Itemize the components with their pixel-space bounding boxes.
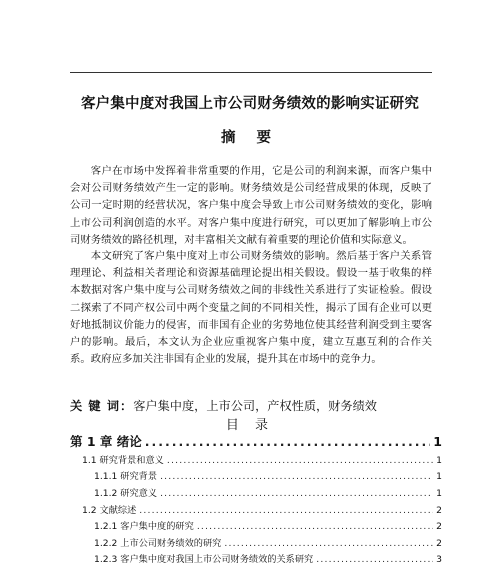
toc-leader-dots (160, 488, 433, 499)
toc-entry[interactable] (94, 485, 442, 499)
top-rule (70, 72, 432, 73)
toc-heading: 目 录 (225, 418, 275, 433)
keywords-label: 关 键 词： (70, 399, 134, 413)
toc-entry-label: 1.1.1 研究背景 (94, 471, 158, 482)
toc-entry-label: 1.2.3 客户集中度对我国上市公司财务绩效的关系研究 (94, 554, 314, 565)
toc-leader-dots (197, 521, 433, 532)
toc-leader-dots (316, 554, 433, 565)
toc-entry[interactable] (94, 468, 442, 482)
toc-entry-page: 2 (436, 538, 442, 549)
toc-leader-dots (167, 455, 433, 466)
toc-entry-page: 1 (436, 455, 442, 466)
toc-entry-label: 1.2.1 客户集中度的研究 (94, 521, 194, 532)
toc-leader-dots (139, 505, 433, 516)
toc-leader-dots (145, 434, 431, 449)
toc-entry-page: 2 (436, 505, 442, 516)
abstract-paragraph-2: 本文研究了客户集中度对上市公司财务绩效的影响。然后基于客户关系管理理论、利益相关者理论和资源基础理论提出相关假设。假设一基于收集的样本数据对客户集中度与公司财务绩效之间的非线性关系进行了实证检验。假设二探索了不同产权公司中两个变量之间的不同相关性，揭示了国有企业可以更好地抵制议价能力的侵害，而非国有企业的劣势地位使其经营利润受到主要客户的影响。最后，本文认为企业应重视客户集中度，建立互惠互利的合作关系。政府应多加关注非国有企业的发展，提升其在市场中的竞争力。 (70, 250, 432, 366)
toc-leader-dots (160, 471, 433, 482)
paper-title: 客户集中度对我国上市公司财务绩效的影响实证研究 (80, 96, 420, 112)
toc-entry-label: 1.1.2 研究意义 (94, 488, 158, 499)
toc-entry[interactable] (70, 432, 442, 450)
toc-entry-page: 1 (433, 434, 442, 449)
toc-leader-dots (224, 538, 433, 549)
toc-entry[interactable] (94, 535, 442, 549)
toc-entry-label: 第 1 章 绪论 (70, 434, 142, 449)
toc-entry[interactable] (82, 502, 442, 516)
toc-entry[interactable] (94, 551, 442, 565)
abstract-heading: 摘 要 (220, 130, 280, 146)
toc-entry-label: 1.2.2 上市公司财务绩效的研究 (94, 538, 222, 549)
keywords-text: 客户集中度，上市公司，产权性质，财务绩效 (133, 399, 377, 413)
toc-entry-page: 1 (436, 471, 442, 482)
toc-entry[interactable] (94, 518, 442, 532)
toc-entry-page: 2 (436, 521, 442, 532)
toc-entry[interactable] (82, 452, 442, 466)
toc-entry-label: 1.1 研究背景和意义 (82, 455, 164, 466)
keywords (70, 397, 432, 414)
toc-entry-label: 1.2 文献综述 (82, 505, 137, 516)
abstract-paragraph-1: 客户在市场中发挥着非常重要的作用，它是公司的利润来源，而客户集中会对公司财务绩效产生一定的影响。财务绩效是公司经营成果的体现，反映了公司一定时期的经营状况，客户集中度会导致上市公司财务绩效的变化，影响上市公司利润创造的水平。对客户集中度进行研究，可以更加了解影响上市公司财务绩效的路径机理，对丰富相关文献有着重要的理论价值和实际意义。 (70, 165, 432, 246)
toc-entry-page: 1 (436, 488, 442, 499)
toc-entry-page: 3 (436, 554, 442, 565)
